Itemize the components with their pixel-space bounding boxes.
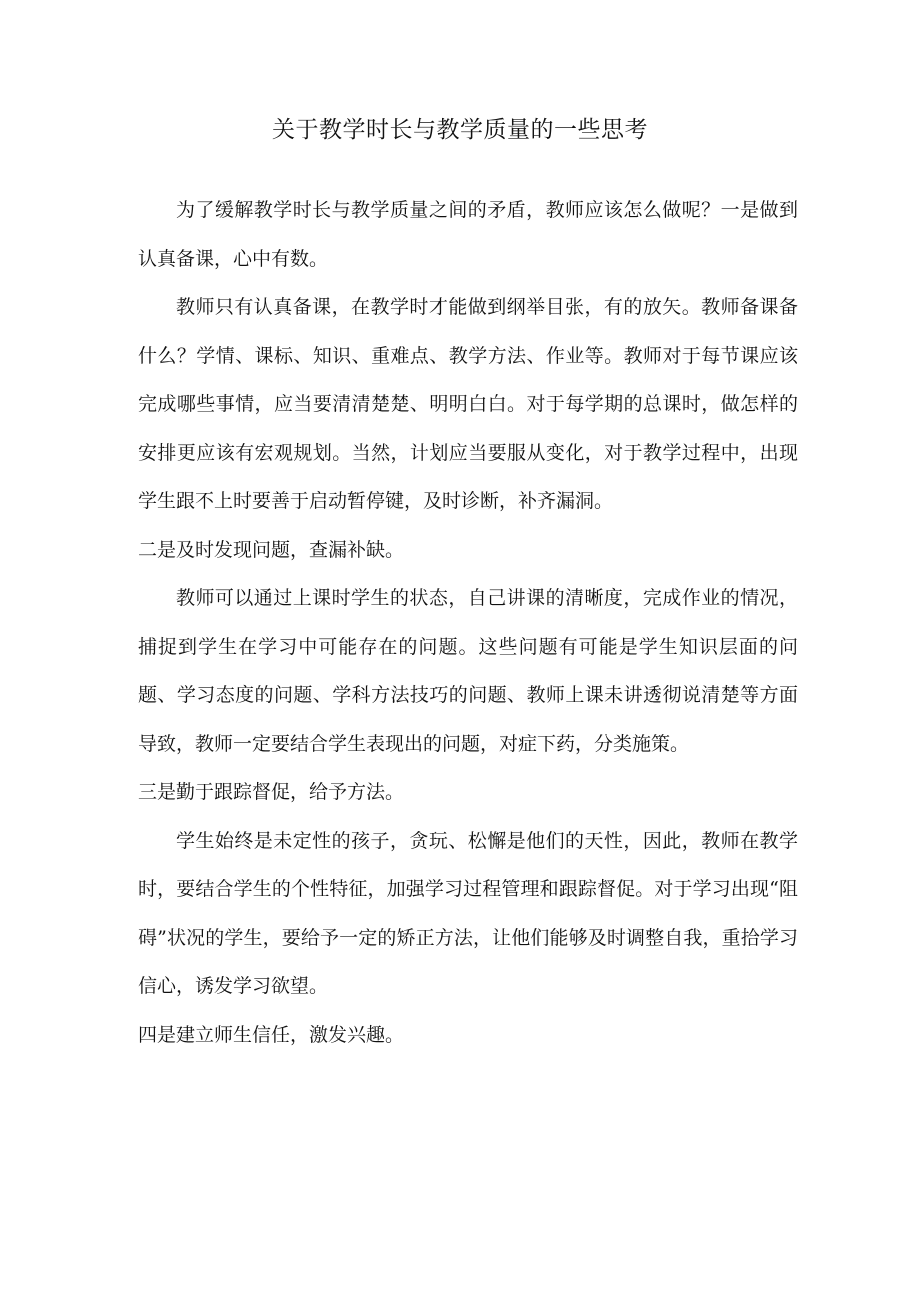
document-title: 关于教学时长与教学质量的一些思考 [272,117,648,143]
paragraph-find-problems: 教师可以通过上课时学生的状态，自己讲课的清晰度，完成作业的情况，捕捉到学生在学习中可能存在的问题。这些问题有可能是学生知识层面的问题、学习态度的问题、学科方法技巧的问题、教师上课未讲透彻说清楚等方面导致，教师一定要结合学生表现出的问题，对症下药，分类施策。 [138,587,798,755]
section-heading-3: 三是勤于跟踪督促，给予方法。 [138,781,405,803]
section-heading-2: 二是及时发现问题，查漏补缺。 [138,538,405,561]
paragraph-lesson-prep: 教师只有认真备课，在教学时才能做到纲举目张，有的放矢。教师备课备什么？学情、课标、知识、重难点、教学方法、作业等。教师对于每节课应该完成哪些事情，应当要清清楚楚、明明白白。对于每学期的总课时，做怎样的安排更应该有宏观规划。当然，计划应当要服从变化，对于教学过程中，出现学生跟不上时要善于启动暂停键，及时诊断，补齐漏洞。 [138,296,798,512]
paragraph-supervision: 学生始终是未定性的孩子，贪玩、松懈是他们的天性，因此，教师在教学时，要结合学生的个性特征，加强学习过程管理和跟踪督促。对于学习出现“阻碍”状况的学生，要给予一定的矫正方法，让他们能够及时调整自我，重拾学习信心，诱发学习欲望。 [138,829,798,997]
section-heading-4: 四是建立师生信任，激发兴趣。 [138,1023,405,1046]
document-body [138,186,798,1059]
paragraph-intro: 为了缓解教学时长与教学质量之间的矛盾，教师应该怎么做呢？一是做到认真备课，心中有数。 [138,199,798,270]
